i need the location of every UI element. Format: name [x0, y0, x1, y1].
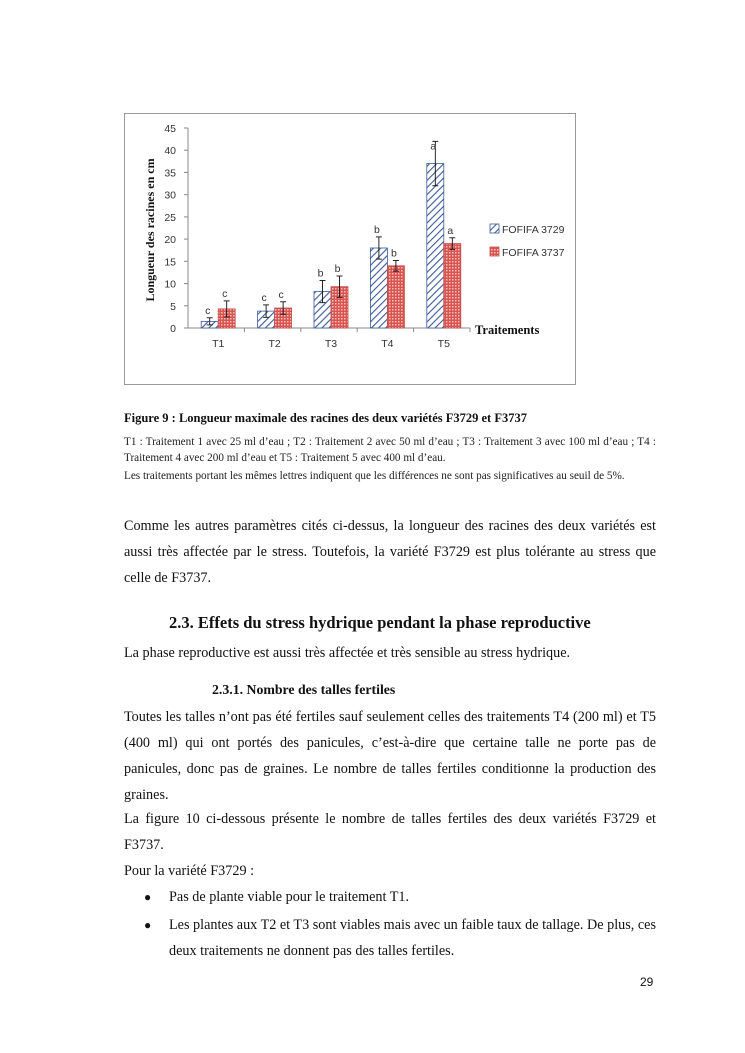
- paragraph-variety-f3729: Pour la variété F3729 :: [124, 863, 255, 879]
- significance-letter: a: [447, 224, 454, 237]
- section-intro: La phase reproductive est aussi très affectée et très sensible au stress hydrique.: [124, 645, 571, 661]
- bullet-icon: ●: [144, 890, 152, 904]
- x-tick-label: T3: [324, 338, 338, 350]
- x-axis-title: Traitements: [475, 323, 540, 337]
- x-tick-label: T2: [268, 338, 281, 350]
- legend-label: FOFIFA 3729: [502, 224, 565, 236]
- list-item-text: Pas de plante viable pour le traitement T1.: [169, 889, 410, 905]
- significance-letter: b: [334, 263, 341, 275]
- subsection-heading: 2.3.1. Nombre des talles fertiles: [212, 682, 396, 697]
- x-tick-label: T4: [381, 338, 394, 350]
- x-tick-label: T5: [437, 338, 450, 350]
- figure-note-treatments: T1 : Traitement 1 avec 25 ml d’eau ; T2 : Traitement 2 avec 50 ml d’eau ; T3 : Traitement 3 avec 100 ml d’eau ; T4 : Traitement 4 avec 200 ml d’eau et T5 : Traitement 5 avec 400 ml d’eau.: [124, 436, 656, 464]
- significance-letter: a: [430, 140, 437, 153]
- root-length-bar-chart: [125, 114, 577, 386]
- significance-letter: c: [205, 304, 211, 317]
- y-axis-title: Longueur des racines en cm: [143, 158, 157, 302]
- y-tick-label: 10: [164, 278, 176, 291]
- y-tick-label: 5: [170, 300, 176, 313]
- legend-swatch-fofifa-3737: [490, 247, 499, 256]
- y-tick-label: 40: [164, 145, 176, 158]
- chart-frame: [124, 113, 576, 385]
- significance-letter: b: [317, 267, 324, 280]
- paragraph-figure-10: La figure 10 ci-dessous présente le nombre de talles fertiles des deux variétés F3729 et F3737.: [124, 811, 656, 853]
- paragraph-root-length: Comme les autres paramètres cités ci-dessus, la longueur des racines des deux variétés est aussi très affectée par le stress. Toutefois, la variété F3729 est plus tolérante au stress que celle de F3737.: [124, 518, 656, 586]
- figure-caption: Figure 9 : Longueur maximale des racines des deux variétés F3729 et F3737: [124, 411, 527, 425]
- legend-swatch-fofifa-3729: [490, 224, 499, 233]
- y-tick-label: 25: [164, 211, 176, 224]
- figure-note-significance: Les traitements portant les mêmes lettres indiquent que les différences ne sont pas significatives au seuil de 5%.: [124, 470, 625, 482]
- bar-fofifa-3737: [387, 266, 404, 328]
- y-tick-label: 0: [170, 323, 176, 335]
- significance-letter: b: [390, 247, 397, 260]
- y-tick-label: 15: [164, 256, 176, 269]
- y-tick-label: 45: [164, 123, 176, 135]
- bar-fofifa-3729: [370, 248, 387, 328]
- y-tick-label: 30: [164, 189, 176, 202]
- significance-letter: c: [261, 291, 267, 304]
- paragraph-fertile-tillers: Toutes les talles n’ont pas été fertiles sauf seulement celles des traitements T4 (200 ml) et T5 (400 ml) qui ont portés des panicules, c’est-à-dire que certaine talle ne porte pas de panicules, donc pas de graines. Le nombre de talles fertiles conditionne la production des graines.: [124, 709, 656, 803]
- section-heading: 2.3. Effets du stress hydrique pendant la phase reproductive: [169, 613, 591, 632]
- y-tick-label: 20: [164, 234, 176, 247]
- page-number: 29: [640, 975, 654, 989]
- bar-fofifa-3737: [444, 244, 461, 328]
- bar-fofifa-3729: [427, 164, 444, 328]
- significance-letter: c: [278, 288, 284, 301]
- x-tick-label: T1: [212, 338, 225, 350]
- legend-label: FOFIFA 3737: [502, 247, 565, 259]
- significance-letter: b: [373, 223, 380, 236]
- y-tick-label: 35: [164, 167, 176, 180]
- significance-letter: c: [222, 287, 228, 300]
- list-item-text: Les plantes aux T2 et T3 sont viables mais avec un faible taux de tallage. De plus, ces deux traitements ne donnent pas des talles fertiles.: [169, 917, 656, 959]
- bullet-icon: ●: [144, 918, 152, 932]
